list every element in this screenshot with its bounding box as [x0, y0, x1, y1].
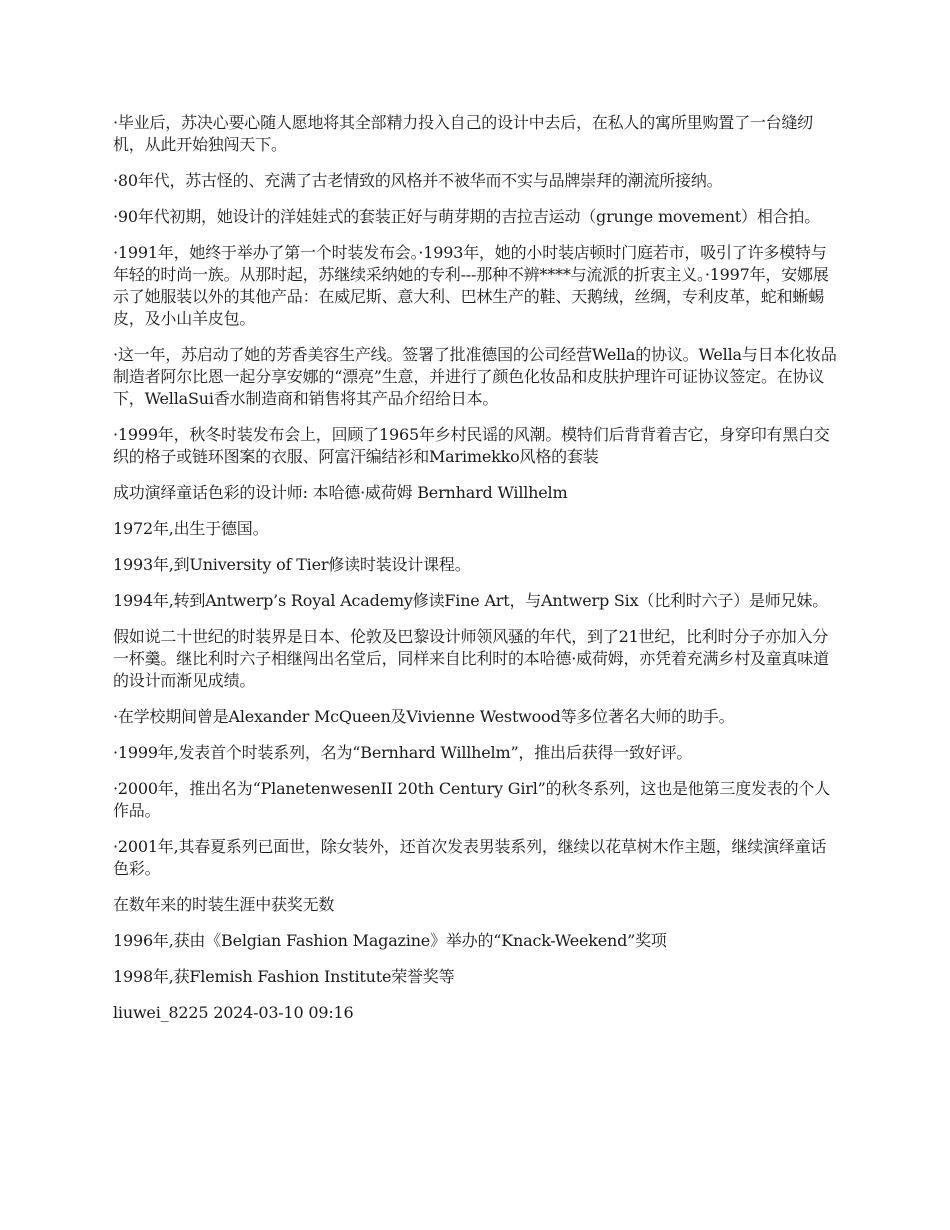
paragraph: 在数年来的时装生涯中获奖无数	[113, 895, 335, 914]
paragraph: ·2001年,其春夏系列已面世，除女装外，还首次发表男装系列，继续以花草树木作主题，继续演绎童话色彩。	[113, 837, 827, 878]
paragraph: 1996年,获由《Belgian Fashion Magazine》举办的“Knack-Weekend”奖项	[113, 931, 667, 950]
paragraph: ·这一年，苏启动了她的芳香美容生产线。签署了批准德国的公司经营Wella的协议。Wella与日本化妆品制造者阿尔比恩一起分享安娜的“漂亮”生意，并进行了颜色化妆品和皮肤护理许可证协议签定。在协议下，WellaSui香水制造商和销售将其产品介绍给日本。	[113, 345, 837, 408]
paragraph: ·毕业后，苏决心要心随人愿地将其全部精力投入自己的设计中去后，在私人的寓所里购置了一台缝纫机，从此开始独闯天下。	[113, 113, 814, 154]
paragraph: ·80年代，苏古怪的、充满了古老情致的风格并不被华而不实与品牌崇拜的潮流所接纳。	[113, 171, 723, 190]
paragraph: 1998年,获Flemish Fashion Institute荣誉奖等	[113, 967, 455, 986]
author-timestamp: liuwei_8225 2024-03-10 09:16	[113, 1003, 354, 1022]
article-body	[113, 112, 841, 1038]
section-heading: 成功演绎童话色彩的设计师: 本哈德·威荷姆 Bernhard Willhelm	[113, 483, 568, 502]
paragraph: ·2000年，推出名为“PlanetenwesenII 20th Century Girl”的秋冬系列，这也是他第三度发表的个人作品。	[113, 779, 831, 820]
paragraph: 假如说二十世纪的时装界是日本、伦敦及巴黎设计师领风骚的年代，到了21世纪，比利时分子亦加入分一杯羹。继比利时六子相继闯出名堂后，同样来自比利时的本哈德·威荷姆，亦凭着充满乡村及童真味道的设计而渐见成绩。	[113, 627, 829, 690]
paragraph: ·1999年,发表首个时装系列，名为“Bernhard Willhelm”，推出后获得一致好评。	[113, 743, 693, 762]
paragraph: ·1999年，秋冬时装发布会上，回顾了1965年乡村民谣的风潮。模特们后背背着吉它，身穿印有黑白交织的格子或链环图案的衣服、阿富汗编结衫和Marimekko风格的套装	[113, 425, 830, 466]
paragraph: 1994年,转到Antwerp’s Royal Academy修读Fine Art，与Antwerp Six（比利时六子）是师兄妹。	[113, 591, 829, 610]
paragraph: ·在学校期间曾是Alexander McQueen及Vivienne Westwood等多位著名大师的助手。	[113, 707, 735, 726]
paragraph: 1993年,到University of Tier修读时装设计课程。	[113, 555, 471, 574]
paragraph: ·1991年，她终于举办了第一个时装发布会。·1993年，她的小时装店顿时门庭若市，吸引了许多模特与年轻的时尚一族。从那时起，苏继续采纳她的专利---那种不辨****与流派的折衷主义。·1997年，安娜展示了她服装以外的其他产品：在威尼斯、意大利、巴林生产的鞋、天鹅绒，丝绸，专利皮革，蛇和蜥蜴皮，及小山羊皮包。	[113, 243, 829, 328]
paragraph: ·90年代初期，她设计的洋娃娃式的套装正好与萌芽期的吉拉吉运动（grunge movement）相合拍。	[113, 207, 821, 226]
paragraph: 1972年,出生于德国。	[113, 519, 269, 538]
